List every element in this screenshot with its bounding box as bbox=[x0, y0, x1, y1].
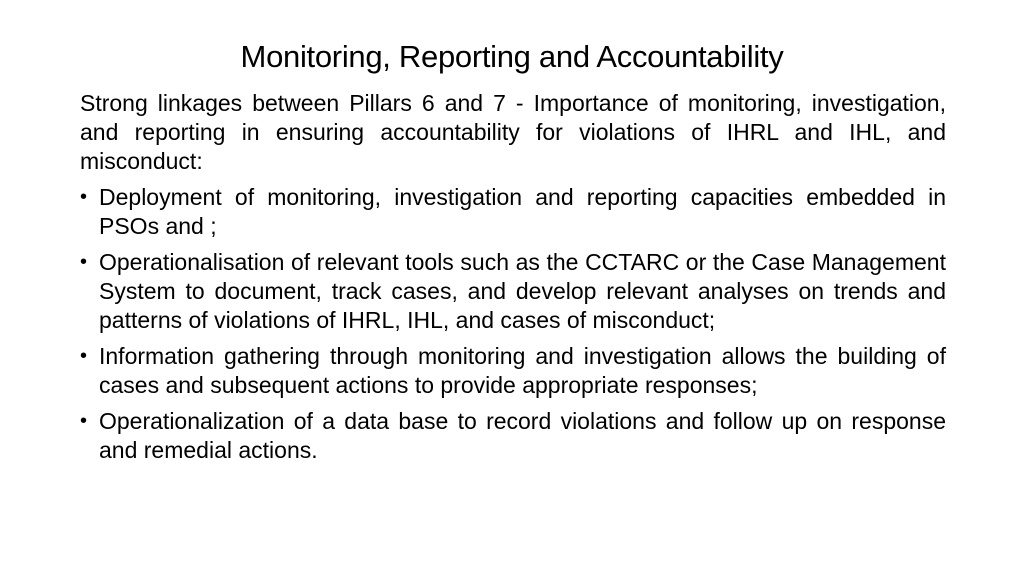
bullet-text: Information gathering through monitoring and investigation allows the building of cases and subsequent actions to provide appropriate responses; bbox=[99, 343, 946, 398]
bullet-item-operationalisation bbox=[80, 248, 946, 335]
bullet-dot-icon: • bbox=[80, 251, 88, 273]
bullet-item-database bbox=[80, 407, 946, 465]
bullet-dot-icon: • bbox=[80, 186, 88, 208]
bullet-item-information-gathering bbox=[80, 342, 946, 400]
bullet-dot-icon: • bbox=[80, 410, 88, 432]
bullet-dot-icon: • bbox=[80, 345, 88, 367]
slide-title: Monitoring, Reporting and Accountability bbox=[240, 39, 784, 74]
intro-paragraph: Strong linkages between Pillars 6 and 7 - Importance of monitoring, investigation, and reporting in ensuring accountability for violations of IHRL and IHL, and misconduct: bbox=[80, 90, 946, 174]
bullet-text: Operationalisation of relevant tools such as the CCTARC or the Case Management System to document, track cases, and develop relevant analyses on trends and patterns of violations of IHRL, IHL, and cases of misconduct; bbox=[99, 249, 946, 333]
bullet-text: Operationalization of a data base to record violations and follow up on response and remedial actions. bbox=[99, 408, 946, 463]
bullet-list bbox=[80, 183, 946, 465]
bullet-text: Deployment of monitoring, investigation and reporting capacities embedded in PSOs and ; bbox=[99, 184, 946, 239]
slide-body bbox=[80, 89, 946, 472]
bullet-item-deployment bbox=[80, 183, 946, 241]
